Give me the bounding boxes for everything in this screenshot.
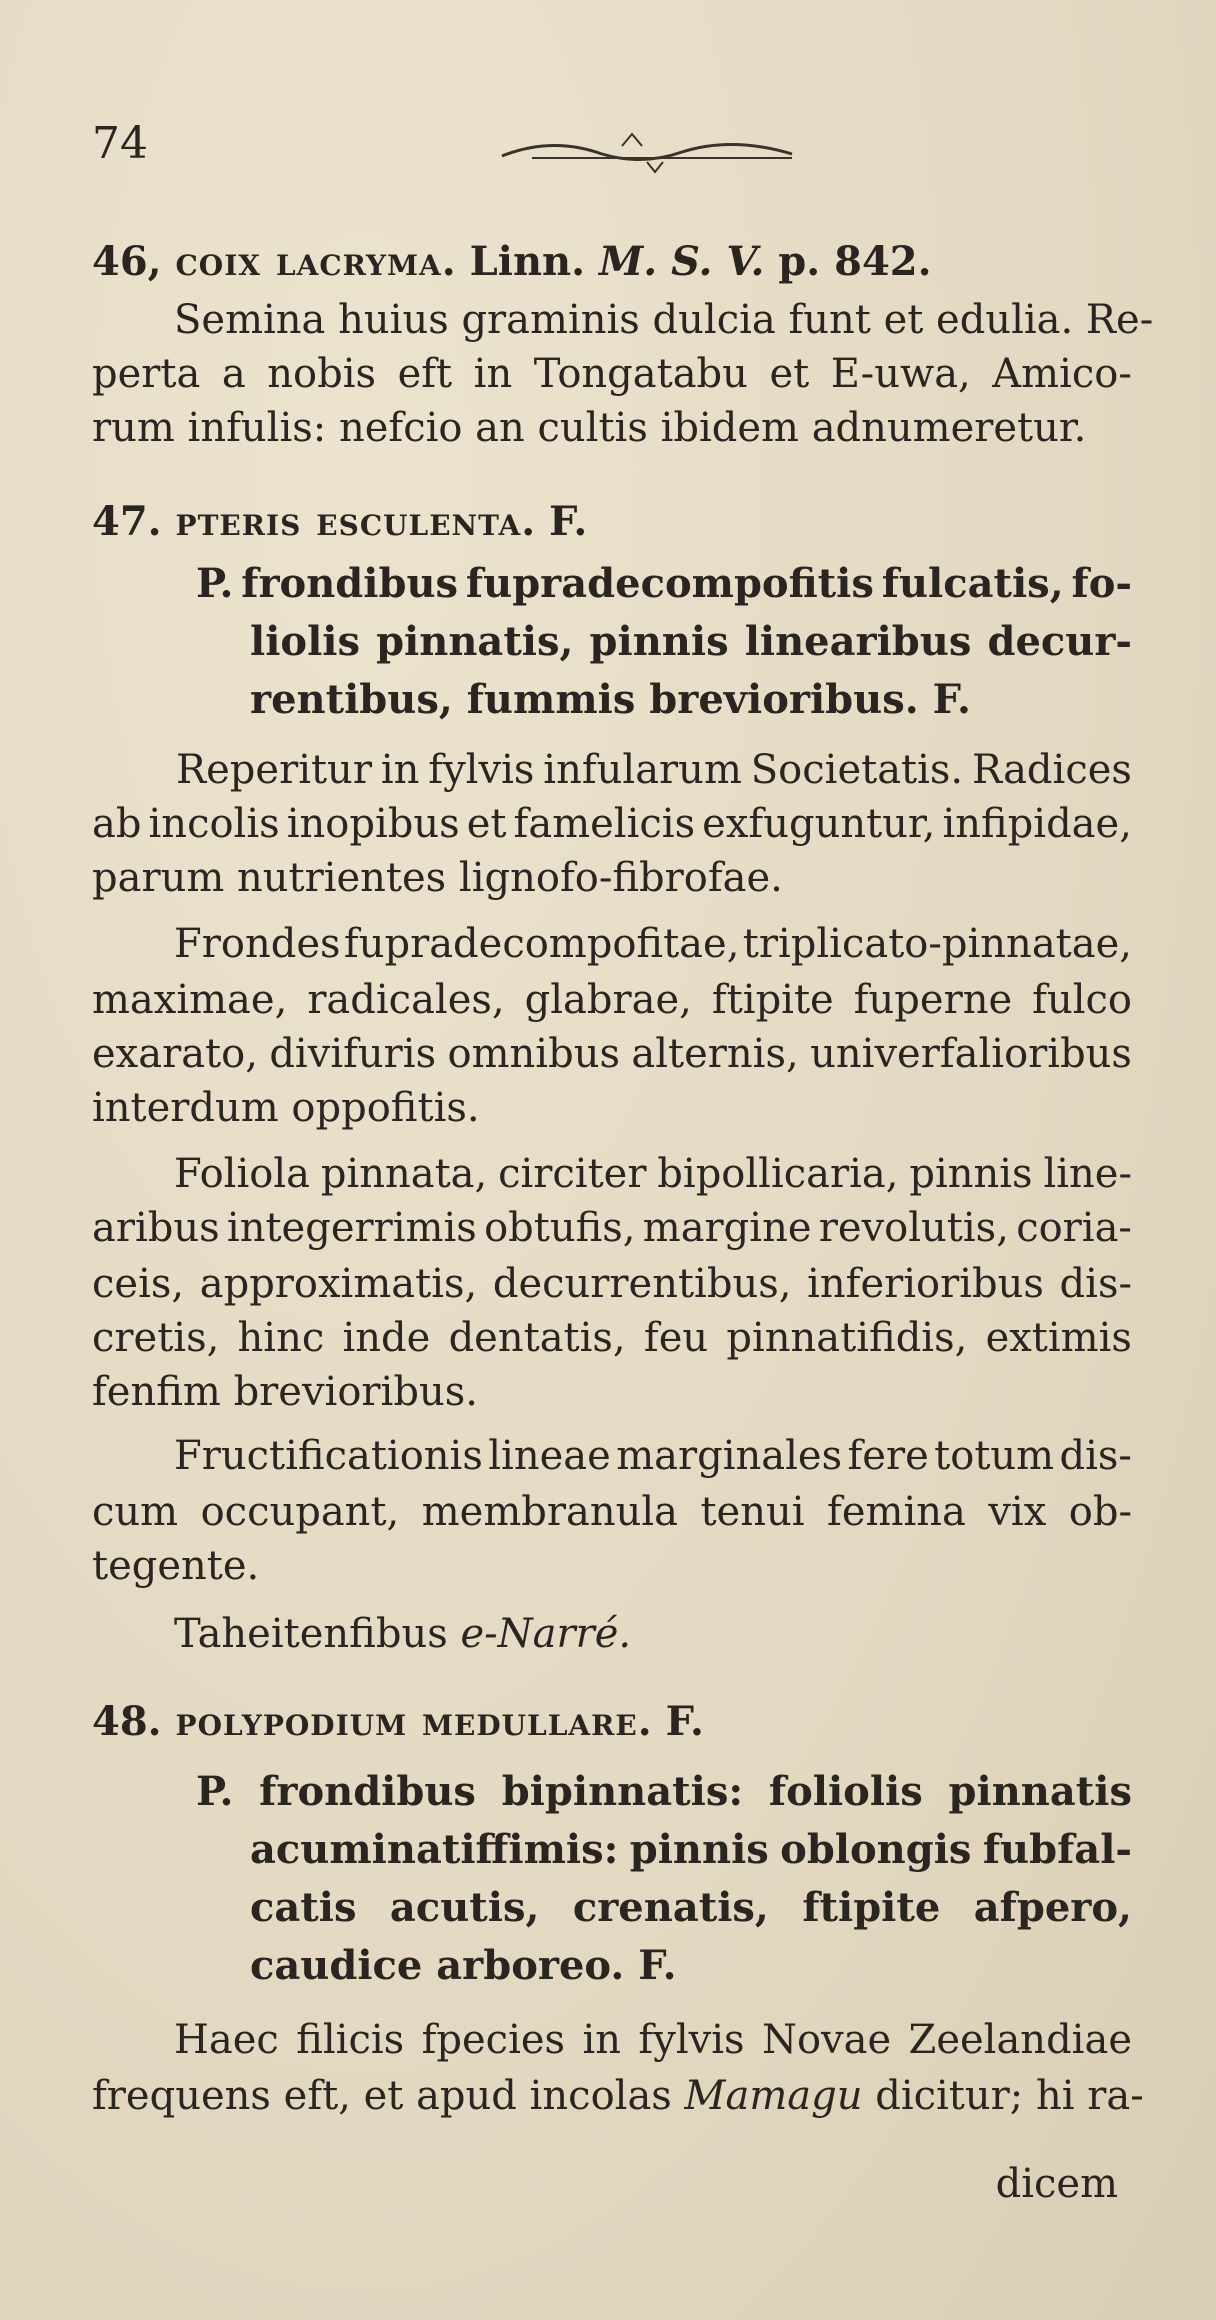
- text-segment: pteris esculenta: [175, 498, 522, 545]
- word: divifuris: [269, 1031, 437, 1077]
- word: marginales: [616, 1433, 843, 1479]
- text-line: [92, 238, 1012, 286]
- text-segment: . F.: [637, 1698, 704, 1745]
- word: aribus: [92, 1205, 220, 1251]
- text-line: [92, 976, 1132, 1024]
- word: femina: [827, 1489, 966, 1535]
- text-line: [92, 1314, 1132, 1362]
- catchword: dicem: [995, 2161, 1118, 2207]
- text-line: [174, 2016, 1132, 2064]
- line-content: [174, 1611, 631, 1657]
- word: line-: [1043, 1151, 1132, 1197]
- word: et: [466, 801, 507, 847]
- word: lineae: [488, 1433, 611, 1479]
- word: Frondes: [174, 921, 341, 967]
- text-segment: 48.: [92, 1698, 176, 1745]
- text-line: [174, 920, 1132, 968]
- word: P.: [196, 1768, 234, 1815]
- word: totum: [934, 1433, 1055, 1479]
- text-line: [92, 800, 1132, 848]
- word: cum: [92, 1489, 179, 1535]
- word: dis-: [1059, 1433, 1132, 1479]
- word: obtufis,: [484, 1205, 636, 1251]
- word: in: [380, 747, 420, 793]
- word: margine: [642, 1205, 812, 1251]
- text-line: [196, 560, 1132, 608]
- word: pinnatis,: [376, 618, 574, 665]
- word: fylvis: [638, 2017, 745, 2063]
- word: pinnis: [909, 1151, 1033, 1197]
- word: frondibus: [259, 1768, 476, 1815]
- text-segment: dicitur; hi ra-: [862, 2073, 1144, 2119]
- word: circiter: [498, 1151, 647, 1197]
- word: triplicato-pinnatae,: [742, 921, 1132, 967]
- text-segment: p. 842.: [764, 238, 932, 285]
- word: in: [582, 2017, 622, 2063]
- word: fylvis: [428, 747, 535, 793]
- text-line: [174, 1610, 694, 1658]
- word: Societatis.: [750, 747, 964, 793]
- word: ceis,: [92, 1261, 185, 1307]
- word: bipinnatis:: [501, 1768, 744, 1815]
- word: ob-: [1068, 1489, 1132, 1535]
- text-segment: 46,: [92, 238, 176, 285]
- text-line: [92, 498, 732, 546]
- word: fupradecompofitis: [465, 560, 874, 607]
- word: liolis: [250, 618, 360, 665]
- word: catis: [250, 1884, 357, 1931]
- word: famelicis: [513, 801, 696, 847]
- word: fubfal-: [982, 1826, 1132, 1873]
- word: glabrae,: [524, 977, 692, 1023]
- word: feu: [643, 1315, 709, 1361]
- word: perta: [92, 351, 201, 397]
- word: acuminatiffimis:: [250, 1826, 619, 1873]
- text-segment: Mamagu: [684, 2073, 863, 2119]
- text-line: [176, 746, 1132, 794]
- word: ftipite: [802, 1884, 941, 1931]
- word: Reperitur: [176, 747, 372, 793]
- word: foliolis: [768, 1768, 923, 1815]
- word: bipollicaria,: [657, 1151, 899, 1197]
- word: pinnis: [629, 1826, 769, 1873]
- text-line: fenfim brevioribus.: [92, 1369, 478, 1415]
- word: inde: [342, 1315, 431, 1361]
- word: acutis,: [389, 1884, 540, 1931]
- page-number: 74: [92, 118, 148, 169]
- word: dentatis,: [448, 1315, 626, 1361]
- word: afpero,: [973, 1884, 1132, 1931]
- text-line: rum infulis: nefcio an cultis ibidem adnumeretur.: [92, 405, 1087, 451]
- word: Haec: [174, 2017, 279, 2063]
- word: Tongatabu: [533, 351, 748, 397]
- line-content: [92, 2072, 1144, 2120]
- text-line: [250, 1826, 1132, 1874]
- word: et: [769, 351, 810, 397]
- decorative-ornament-icon: [492, 126, 812, 176]
- line-content: [92, 498, 587, 545]
- word: ab: [92, 801, 142, 847]
- word: a: [221, 351, 246, 397]
- word: frondibus: [241, 560, 459, 607]
- word: P.: [196, 560, 234, 607]
- word: vix: [988, 1489, 1047, 1535]
- word: fulcatis,: [881, 560, 1064, 607]
- text-line: [92, 1260, 1132, 1308]
- word: Fructificationis: [174, 1433, 483, 1479]
- word: inferioribus: [807, 1261, 1044, 1307]
- word: cretis,: [92, 1315, 220, 1361]
- word: fulco: [1032, 977, 1132, 1023]
- word: membranula: [421, 1489, 678, 1535]
- word: linearibus: [744, 618, 972, 665]
- word: fupradecompofitae,: [343, 921, 740, 967]
- word: pinnata,: [320, 1151, 488, 1197]
- word: Amico-: [992, 351, 1132, 397]
- word: coria-: [1016, 1205, 1132, 1251]
- word: extimis: [985, 1315, 1132, 1361]
- text-line: [92, 350, 1132, 398]
- word: fuperne: [853, 977, 1013, 1023]
- text-line: [250, 1884, 1132, 1932]
- line-content: [92, 1698, 704, 1745]
- text-line: [92, 1030, 1132, 1078]
- word: infipidae,: [942, 801, 1132, 847]
- text-line: caudice arboreo. F.: [250, 1942, 677, 1989]
- word: pinnatis: [948, 1768, 1132, 1815]
- text-line: [92, 1204, 1132, 1252]
- word: fere: [847, 1433, 929, 1479]
- text-line: interdum oppofitis.: [92, 1085, 480, 1131]
- word: Novae: [761, 2017, 892, 2063]
- word: decur-: [987, 618, 1132, 665]
- word: E-uwa,: [830, 351, 971, 397]
- text-segment: Taheitenfibus: [174, 1611, 461, 1657]
- word: Zeelandiae: [908, 2017, 1132, 2063]
- word: exfuguntur,: [702, 801, 936, 847]
- word: inopibus: [286, 801, 460, 847]
- word: approximatis,: [199, 1261, 478, 1307]
- word: radicales,: [307, 977, 505, 1023]
- word: occupant,: [200, 1489, 400, 1535]
- text-line: [196, 1768, 1132, 1816]
- word: univerfalioribus: [810, 1031, 1132, 1077]
- word: ftipite: [711, 977, 834, 1023]
- text-line: [92, 1488, 1132, 1536]
- text-segment: M. S. V.: [598, 238, 765, 285]
- word: oblongis: [780, 1826, 972, 1873]
- word: in: [473, 351, 513, 397]
- word: crenatis,: [572, 1884, 769, 1931]
- word: Radices: [972, 747, 1132, 793]
- word: dis-: [1059, 1261, 1132, 1307]
- line-content: [92, 238, 932, 285]
- text-line: [92, 2072, 1144, 2120]
- word: revolutis,: [818, 1205, 1009, 1251]
- text-line: [250, 618, 1132, 666]
- text-line: Semina huius graminis dulcia funt et edulia. Re-: [174, 297, 1154, 343]
- word: hinc: [237, 1315, 325, 1361]
- word: maximae,: [92, 977, 288, 1023]
- word: incolis: [148, 801, 280, 847]
- word: alternis,: [631, 1031, 799, 1077]
- text-line: [174, 1432, 1132, 1480]
- word: eft: [397, 351, 453, 397]
- word: nobis: [267, 351, 377, 397]
- text-segment: . Linn.: [441, 238, 599, 285]
- word: filicis: [296, 2017, 405, 2063]
- word: Foliola: [174, 1151, 310, 1197]
- word: integerrimis: [226, 1205, 477, 1251]
- text-line: [92, 1698, 732, 1746]
- text-segment: coix lacryma: [175, 238, 442, 285]
- text-segment: e-Narré.: [460, 1611, 632, 1657]
- text-segment: polypodium medullare: [175, 1698, 638, 1745]
- page-header: [92, 118, 1132, 188]
- word: exarato,: [92, 1031, 258, 1077]
- word: infularum: [543, 747, 742, 793]
- word: pinnis: [589, 618, 729, 665]
- word: tenui: [700, 1489, 805, 1535]
- word: fo-: [1071, 560, 1132, 607]
- word: omnibus: [447, 1031, 620, 1077]
- text-line: tegente.: [92, 1543, 260, 1589]
- word: decurrentibus,: [492, 1261, 792, 1307]
- word: pinnatifidis,: [726, 1315, 968, 1361]
- text-line: rentibus, fummis brevioribus. F.: [250, 676, 971, 723]
- text-segment: 47.: [92, 498, 176, 545]
- text-line: [174, 1150, 1132, 1198]
- text-line: parum nutrientes lignofo-fibrofae.: [92, 855, 783, 901]
- text-segment: . F.: [521, 498, 588, 545]
- text-segment: frequens eft, et apud incolas: [92, 2073, 685, 2119]
- word: fpecies: [421, 2017, 566, 2063]
